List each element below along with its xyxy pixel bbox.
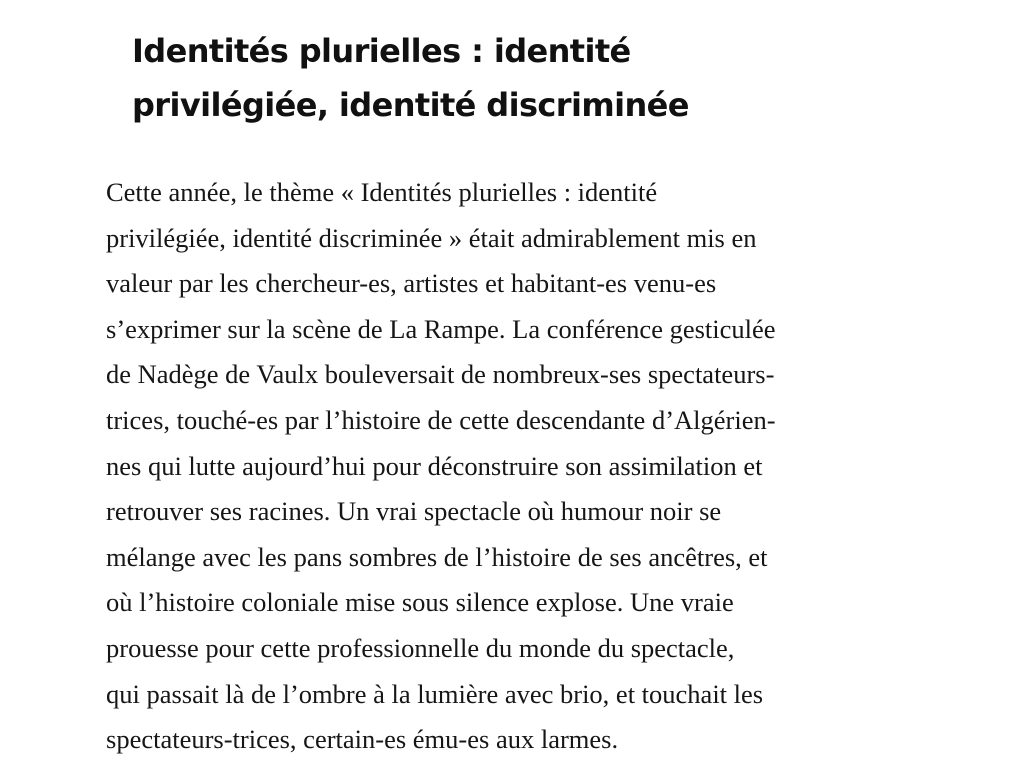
paragraph-line: privilégiée, identité discriminée » était admirablement mis en (106, 222, 757, 253)
paragraph-line: mélange avec les pans sombres de l’histoire de ses ancêtres, et (106, 541, 768, 572)
paragraph-line: spectateurs-trices, certain-es ému-es aux larmes. (106, 724, 619, 755)
title-line: privilégiée, identité discriminée (132, 86, 689, 124)
paragraph-line: qui passait là de l’ombre à la lumière avec brio, et touchait les (106, 678, 764, 709)
paragraph-line: nes qui lutte aujourd’hui pour déconstruire son assimilation et (106, 450, 763, 481)
paragraph-line: prouesse pour cette professionnelle du monde du spectacle, (106, 632, 735, 663)
paragraph-line: de Nadège de Vaulx bouleversait de nombreux-ses spectateurs- (106, 359, 775, 390)
title-line: Identités plurielles : identité (132, 32, 631, 70)
paragraph-line: trices, touché-es par l’histoire de cette descendante d’Algérien- (106, 404, 776, 435)
article-title (132, 24, 892, 132)
paragraph-line: Cette année, le thème « Identités plurielles : identité (106, 177, 658, 207)
paragraph-line: retrouver ses racines. Un vrai spectacle où humour noir se (106, 496, 722, 527)
paragraph-line: s’exprimer sur la scène de La Rampe. La conférence gesticulée (106, 313, 776, 344)
article-paragraph (106, 170, 906, 763)
paragraph-line: où l’histoire coloniale mise sous silence explose. Une vraie (106, 587, 734, 618)
paragraph-line: valeur par les chercheur-es, artistes et habitant-es venu-es (106, 268, 717, 299)
